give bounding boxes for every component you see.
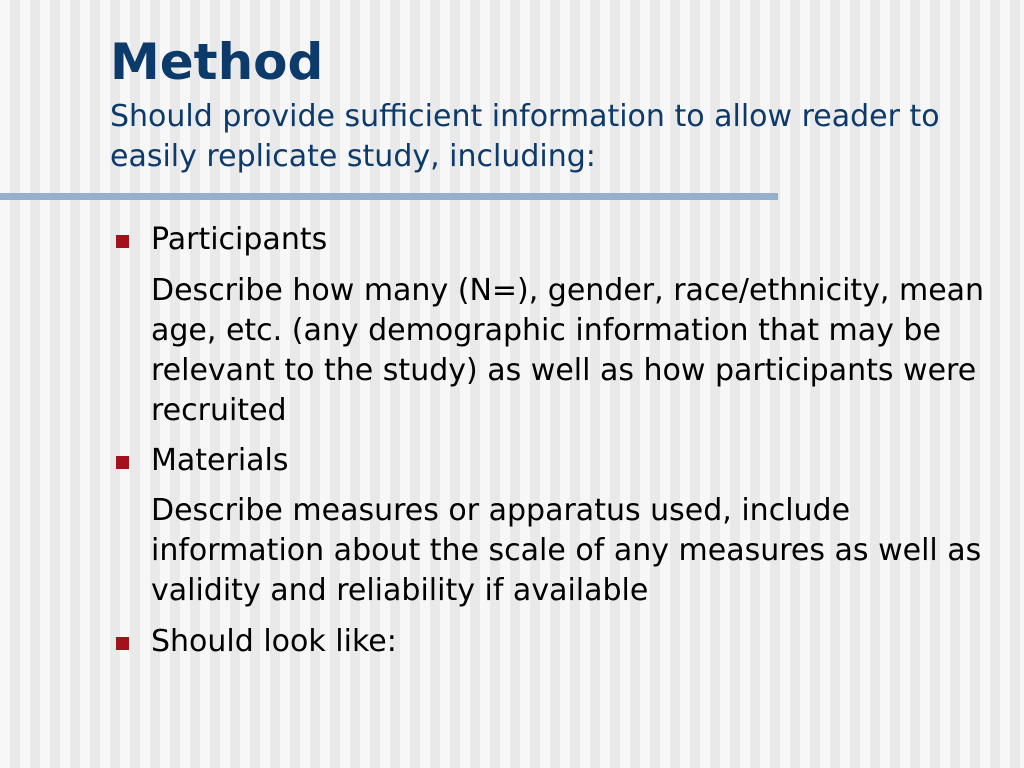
title-divider <box>0 193 778 200</box>
bullet-label: Materials <box>151 443 289 478</box>
bullet-description-materials: Describe measures or apparatus used, include information about the scale of any measures as well as validity and reliability if available <box>151 493 982 608</box>
bullet-label: Should look like: <box>151 624 397 659</box>
bullet-description-participants: Describe how many (N=), gender, race/ethnicity, mean age, etc. (any demographic information that may be relevant to the study) as well as how participants were recruited <box>151 273 985 428</box>
square-bullet-icon <box>116 235 129 248</box>
slide-subtitle: Should provide sufficient information to allow reader to easily replicate study, including: <box>110 99 940 174</box>
slide-title: Method <box>110 33 324 91</box>
square-bullet-icon <box>116 456 129 469</box>
bullet-label: Participants <box>151 222 328 257</box>
square-bullet-icon <box>116 637 129 650</box>
